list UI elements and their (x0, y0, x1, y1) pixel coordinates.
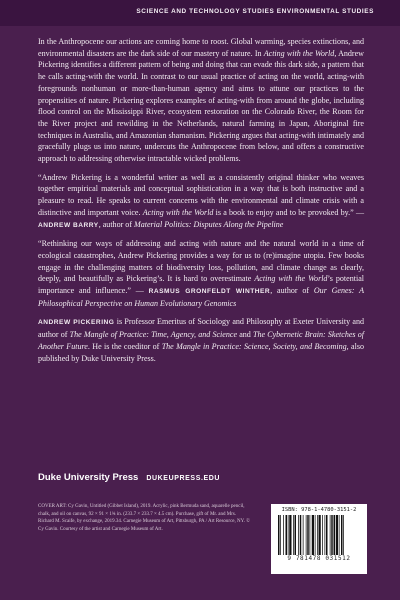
barcode-bar (341, 515, 343, 555)
barcode-bar (280, 515, 281, 555)
barcode-bar (278, 515, 280, 555)
author-name: ANDREW PICKERING (38, 319, 115, 327)
publisher-url: DUKEUPRESS.EDU (146, 475, 221, 482)
barcode-bar (307, 515, 309, 555)
barcode-bar (343, 515, 344, 555)
barcode-bar (330, 515, 331, 555)
isbn: ISBN: 978-1-4780-3151-2 (281, 507, 357, 513)
description-text: , Andrew Pickering identifies a different pattern of being and doing that can evade this dark side, a pattern that he calls acting-with the world. In contrast to our usual practice of acting on the world, acting-with foregrounds nonhuman or more-than-human agency and aims to attune our practices to the propensities of nature. Pickering explores examples of acting-with from around the globe, including flood control on the Mississippi River, ecosystem restoration on the Colorado River, the Room for the River project and rewilding in the Netherlands, natural farming in Japan, Aboriginal fire techniques in Australia, and Amazonian shamanism. Pickering argues that acting-with intimately and gracefully plugs us into nature, undercuts the Anthropocene from below, and offers a constructive approach to addressing otherwise intractable wicked problems. (38, 48, 364, 164)
barcode-bar (326, 515, 328, 555)
blurb-text: is a book to enjoy and to be provoked by.” — (213, 207, 364, 217)
blurb-winther (38, 238, 364, 309)
blurb-barry (38, 172, 364, 232)
bio-text: is Professor Emeritus of Sociology and Philosophy at Exeter University and author of (38, 317, 365, 340)
blurb-work: Material Politics: Disputes Along the Pipeline (134, 219, 284, 229)
bio-book: The Mangle in Practice: Science, Society, and Becoming (161, 341, 347, 351)
blurb-text: “Rethinking our ways of addressing and acting with nature and the natural world in a time of ecological catastrophes, Andrew Pickering provides a way for us to (re)imagine utopia. Few books engage in the challenging matters of biodiversity loss, pollution, and climate change as clearly, deeply, and beautifully as Pickering’s. It is hard to overestimate (38, 239, 364, 284)
blurb-affiliation: , author of (98, 219, 135, 229)
subject-categories: SCIENCE AND TECHNOLOGY STUDIES ENVIRONMENTAL STUDIES (136, 8, 374, 15)
barcode-bar (300, 515, 302, 555)
barcode-bar (289, 515, 291, 555)
book-title: Acting with the World (254, 274, 328, 284)
barcode-bars (276, 515, 362, 555)
barcode-bar (306, 515, 307, 555)
barcode-bar (303, 515, 304, 555)
back-cover-text (38, 36, 364, 364)
blurb-work: Our Genes: A Philosophical Perspective on Human Evolutionary Genomics (38, 286, 364, 308)
barcode-bar (339, 515, 340, 555)
barcode-bar (293, 515, 294, 555)
barcode-bar (315, 515, 316, 555)
publisher-name: Duke University Press (38, 472, 139, 483)
barcode-number: 9 781478 031512 (287, 555, 351, 562)
bio-text: and (237, 330, 253, 340)
barcode-bar (331, 515, 333, 555)
bio-text: , also published by Duke University Press. (38, 341, 364, 363)
barcode-panel (271, 504, 367, 574)
author-bio (38, 316, 364, 364)
book-title: Acting with the World (263, 48, 335, 58)
description-text: In the Anthropocene our actions are coming home to roost. Global warming, species extinctions, and environmental disasters are the dark side of our mastery of nature. In (38, 37, 364, 58)
blurb-text: “Andrew Pickering is a wonderful writer as well as a consistently original thinker who weaves together empirical materials and conceptual sophistication in a way that is both instructive and a pleasure to read. He speaks to current concerns with the environmental and climate crisis with a distinctive and important voice. (38, 172, 364, 217)
bio-book: The Cybernetic Brain: Sketches of Another Future (38, 330, 364, 351)
barcode-bar (325, 515, 326, 555)
barcode-bar (286, 515, 288, 555)
publisher (38, 467, 220, 485)
barcode-bar (317, 515, 318, 555)
barcode-bar (319, 515, 321, 555)
blurb-author: ANDREW BARRY (38, 221, 99, 229)
blurb-affiliation: , author of (270, 286, 314, 296)
bio-text: . He is the coeditor of (87, 341, 162, 351)
book-description (38, 36, 364, 165)
barcode-bar (298, 515, 299, 555)
barcode-bar (295, 515, 297, 555)
barcode-bar (283, 515, 284, 555)
barcode-bar (322, 515, 323, 555)
barcode-bar (336, 515, 338, 555)
barcode-bar (310, 515, 311, 555)
subject-bar (0, 0, 400, 26)
book-title: Acting with the World (142, 207, 214, 217)
bio-book: The Mangle of Practice: Time, Agency, and Science (69, 330, 238, 340)
barcode-bar (312, 515, 314, 555)
barcode-bar (288, 515, 289, 555)
barcode-bar (334, 515, 336, 555)
cover-art-credit: COVER ART: Cy Gavin, Untitled (Gibbet Island), 2019. Acrylic, pink Bermuda sand, aquarelle pencil, chalk, and oil on canvas, 92 × 91 × 1¾ in. (233.7 × 233.7 × 4.5 cm). Purchase, gift of Mr. and Mrs. Richard M. Scaife, by exchange, 2019.34. Carnegie Museum of Art, Pittsburgh, PA / Art Resource, NY. © Cy Gavin. Courtesy of the artist and Carnegie Museum of Art. (38, 504, 250, 532)
blurb-author: RASMUS GRONFELDT WINTHER (148, 288, 271, 296)
blurb-text: ’s potential importance and influence.” — (38, 274, 364, 296)
